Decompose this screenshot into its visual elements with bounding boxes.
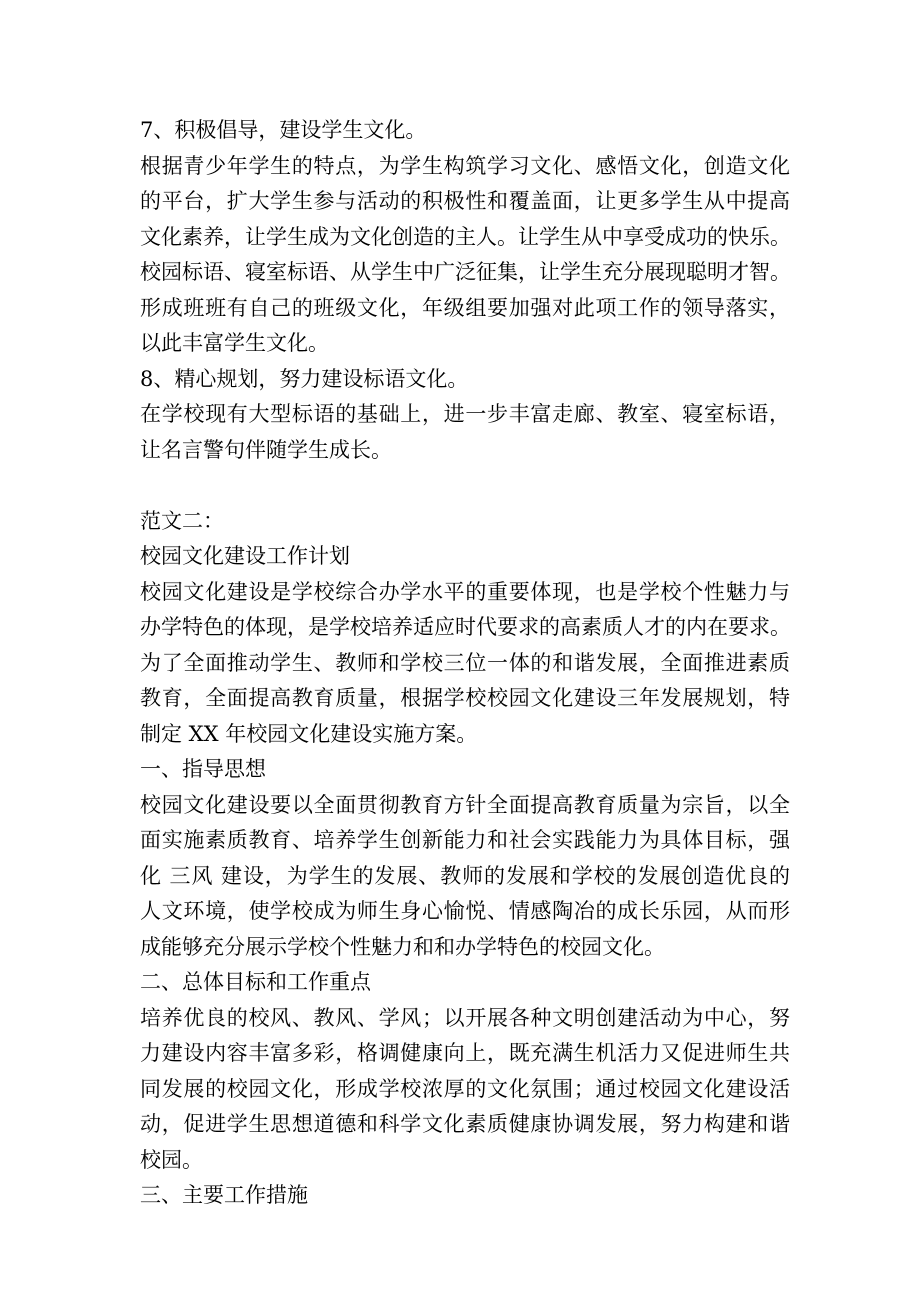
text-line: 二、总体目标和工作重点 — [140, 970, 371, 994]
text-line: 成能够充分展示学校个性魅力和和办学特色的校园文化。 — [140, 934, 665, 959]
text-line: 以此丰富学生文化。 — [140, 331, 329, 355]
text-line: 8、精心规划，努力建设标语文化。 — [140, 366, 469, 391]
document-body — [140, 113, 790, 1214]
text-line: 的平台，扩大学生参与活动的积极性和覆盖面，让更多学生从中提高 — [140, 189, 790, 213]
text-line: 一、指导思想 — [140, 757, 266, 781]
text-line: 办学特色的体现，是学校培养适应时代要求的高素质人才的内在要求。 — [140, 615, 791, 639]
text-line: 形成班班有自己的班级文化，年级组要加强对此项工作的领导落实， — [140, 295, 790, 320]
text-line: 人文环境，使学校成为师生身心愉悦、情感陶冶的成长乐园，从而形 — [140, 899, 790, 923]
text-line: 7、积极倡导，建设学生文化。 — [140, 118, 427, 142]
text-line: 校园。 — [140, 1147, 203, 1172]
text-line: 化 三风 建设，为学生的发展、教师的发展和学校的发展创造优良的 — [140, 863, 790, 888]
text-line: 范文二： — [140, 508, 224, 533]
text-line: 力建设内容丰富多彩，格调健康向上，既充满生机活力又促进师生共 — [140, 1041, 790, 1065]
text-line: 在学校现有大型标语的基础上，进一步丰富走廊、教室、寝室标语， — [140, 402, 790, 426]
text-line: 面实施素质教育、培养学生创新能力和社会实践能力为具体目标，强 — [140, 828, 790, 852]
text-line: 三、主要工作措施 — [140, 1183, 308, 1207]
text-line: 动，促进学生思想道德和科学文化素质健康协调发展，努力构建和谐 — [140, 1112, 790, 1136]
text-line: 根据青少年学生的特点，为学生构筑学习文化、感悟文化，创造文化 — [140, 153, 790, 178]
text-line: 制定 XX 年校园文化建设实施方案。 — [140, 721, 478, 746]
text-line: 校园标语、寝室标语、从学生中广泛征集，让学生充分展现聪明才智。 — [140, 260, 791, 284]
text-line: 文化素养，让学生成为文化创造的主人。让学生从中享受成功的快乐。 — [140, 224, 791, 249]
text-line: 校园文化建设是学校综合办学水平的重要体现，也是学校个性魅力与 — [140, 579, 790, 604]
text-line: 校园文化建设要以全面贯彻教育方针全面提高教育质量为宗旨，以全 — [140, 792, 790, 817]
text-line: 为了全面推动学生、教师和学校三位一体的和谐发展，全面推进素质 — [140, 650, 790, 675]
blank-line — [140, 468, 790, 504]
text-line: 培养优良的校风、教风、学风；以开展各种文明创建活动为中心，努 — [140, 1005, 790, 1030]
text-line: 教育，全面提高教育质量，根据学校校园文化建设三年发展规划，特 — [140, 686, 790, 710]
text-line: 同发展的校园文化，形成学校浓厚的文化氛围；通过校园文化建设活 — [140, 1076, 790, 1101]
text-line: 校园文化建设工作计划 — [140, 544, 350, 568]
text-line: 让名言警句伴随学生成长。 — [140, 437, 392, 462]
